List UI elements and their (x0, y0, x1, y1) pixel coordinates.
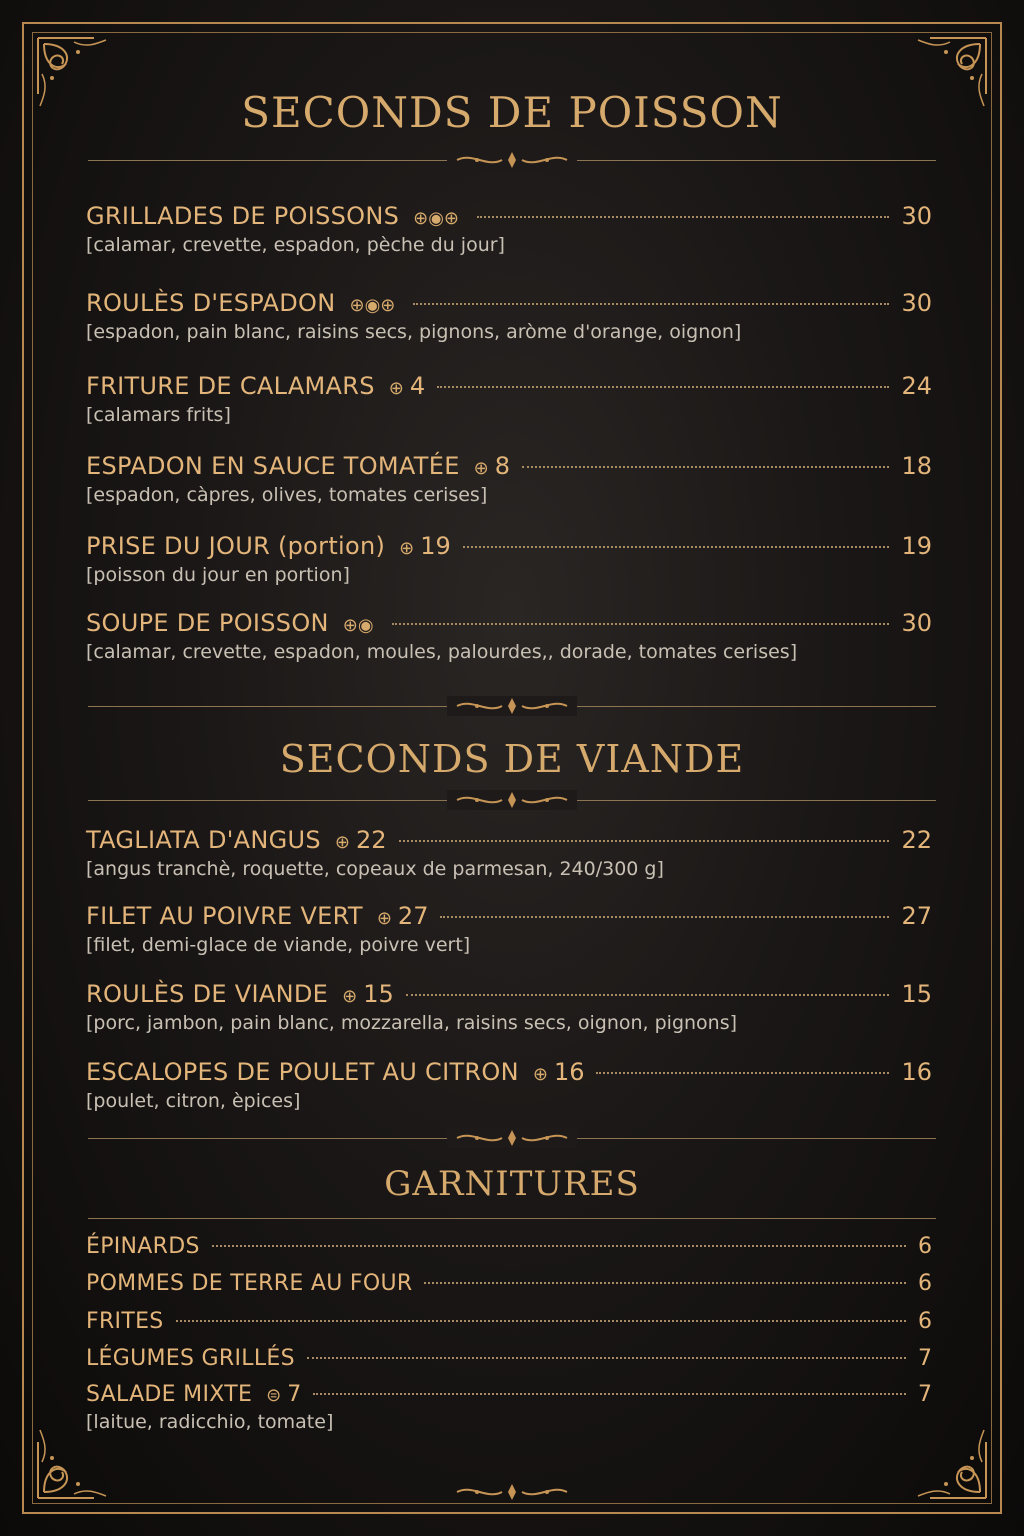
item-description: [espadon, càpres, olives, tomates cerises] (86, 484, 488, 506)
item-name: SALADE MIXTE (86, 1382, 253, 1407)
item-price: 6 (918, 1271, 932, 1296)
allergen-symbol-icon: ⊕ (388, 378, 404, 398)
item-alt-price: 4 (409, 372, 426, 400)
dot-leader (392, 623, 890, 625)
dot-leader (212, 1245, 906, 1247)
allergen-symbol-icon: ⊕ (399, 538, 415, 558)
filigree-ornament-icon (447, 696, 577, 716)
item-description: [porc, jambon, pain blanc, mozzarella, raisins secs, oignon, pignons] (86, 1012, 738, 1034)
item-description: [calamar, crevette, espadon, moules, palourdes,, dorade, tomates cerises] (86, 641, 798, 663)
item-alt-price: 7 (287, 1382, 302, 1407)
allergen-symbol-icon: ⊕ (473, 458, 489, 478)
item-price: 27 (901, 902, 932, 930)
menu-item (86, 202, 932, 256)
item-price: 30 (901, 289, 932, 317)
dot-leader (399, 840, 890, 842)
item-name: PRISE DU JOUR (portion) (86, 532, 386, 560)
item-alt-price: 22 (355, 826, 387, 854)
item-price: 6 (918, 1234, 932, 1259)
allergen-symbol-icon: ⊜ (266, 1385, 282, 1405)
item-description: [espadon, pain blanc, raisins secs, pignons, aròme d'orange, oignon] (86, 321, 742, 343)
menu-item (86, 1382, 932, 1433)
menu-item (86, 826, 932, 880)
menu-item (86, 609, 932, 663)
item-price: 30 (901, 202, 932, 230)
item-price: 7 (918, 1346, 932, 1371)
item-description: [poisson du jour en portion] (86, 564, 350, 586)
item-price: 24 (901, 372, 932, 400)
item-price: 22 (901, 826, 932, 854)
item-name: LÉGUMES GRILLÉS (86, 1346, 295, 1371)
menu-item (86, 1309, 932, 1334)
item-name: SOUPE DE POISSON (86, 609, 329, 637)
item-price: 16 (901, 1058, 932, 1086)
allergen-symbol-icon: ⊕◉⊕ (349, 295, 396, 315)
item-name: ROULÈS D'ESPADON (86, 289, 336, 317)
allergen-symbol-icon: ⊕ (532, 1064, 548, 1084)
dot-leader (307, 1357, 906, 1359)
allergen-symbol-icon: ⊕◉⊕ (413, 208, 460, 228)
item-alt-price: 27 (397, 902, 429, 930)
item-name: POMMES DE TERRE AU FOUR (86, 1271, 413, 1296)
item-description: [calamars frits] (86, 404, 231, 426)
item-price: 7 (918, 1382, 932, 1407)
filigree-ornament-icon (447, 1128, 577, 1148)
item-alt-price: 8 (494, 452, 511, 480)
dot-leader (437, 386, 889, 388)
menu-item (86, 289, 932, 343)
item-name: TAGLIATA D'ANGUS (86, 826, 321, 854)
divider-line (88, 1218, 936, 1219)
dot-leader (424, 1282, 906, 1284)
dot-leader (463, 546, 890, 548)
menu-item (86, 902, 932, 956)
item-name: GRILLADES DE POISSONS (86, 202, 400, 230)
allergen-symbol-icon: ⊕ (334, 832, 350, 852)
allergen-symbol-icon: ⊕ (376, 908, 392, 928)
item-name: FILET AU POIVRE VERT (86, 902, 363, 930)
section-title-sides: GARNITURES (384, 1164, 640, 1204)
allergen-symbol-icon: ⊕◉ (342, 615, 374, 635)
menu-item (86, 980, 932, 1034)
menu-item (86, 1271, 932, 1296)
item-name: ESCALOPES DE POULET AU CITRON (86, 1058, 519, 1086)
item-alt-price: 16 (553, 1058, 585, 1086)
dot-leader (522, 466, 889, 468)
item-name: ESPADON EN SAUCE TOMATÉE (86, 452, 460, 480)
menu-item (86, 372, 932, 426)
filigree-ornament-icon (447, 790, 577, 810)
item-price: 15 (901, 980, 932, 1008)
item-description: [filet, demi-glace de viande, poivre vert] (86, 934, 471, 956)
dot-leader (313, 1393, 906, 1395)
dot-leader (477, 216, 889, 218)
item-name: FRITURE DE CALAMARS (86, 372, 375, 400)
item-price: 6 (918, 1309, 932, 1334)
dot-leader (176, 1320, 906, 1322)
item-description: [calamar, crevette, espadon, pèche du jour] (86, 234, 505, 256)
dot-leader (406, 994, 890, 996)
menu-item (86, 452, 932, 506)
section-title-fish: SECONDS DE POISSON (241, 88, 783, 137)
item-description: [poulet, citron, èpices] (86, 1090, 301, 1112)
filigree-ornament-icon (447, 1482, 577, 1502)
item-name: ROULÈS DE VIANDE (86, 980, 329, 1008)
section-title-meat: SECONDS DE VIANDE (279, 737, 745, 781)
item-price: 30 (901, 609, 932, 637)
item-alt-price: 19 (420, 532, 451, 560)
allergen-symbol-icon: ⊕ (342, 986, 358, 1006)
item-name: FRITES (86, 1309, 164, 1334)
menu-item (86, 1346, 932, 1371)
dot-leader (596, 1072, 889, 1074)
item-description: [angus tranchè, roquette, copeaux de parmesan, 240/300 g] (86, 858, 664, 880)
item-price: 18 (901, 452, 932, 480)
item-alt-price: 15 (363, 980, 394, 1008)
item-description: [laitue, radicchio, tomate] (86, 1411, 334, 1433)
dot-leader (440, 916, 889, 918)
dot-leader (413, 303, 889, 305)
filigree-ornament-icon (447, 150, 577, 170)
item-price: 19 (901, 532, 932, 560)
menu-item (86, 1234, 932, 1259)
menu-item (86, 532, 932, 586)
item-name: ÉPINARDS (86, 1234, 200, 1259)
menu-item (86, 1058, 932, 1112)
